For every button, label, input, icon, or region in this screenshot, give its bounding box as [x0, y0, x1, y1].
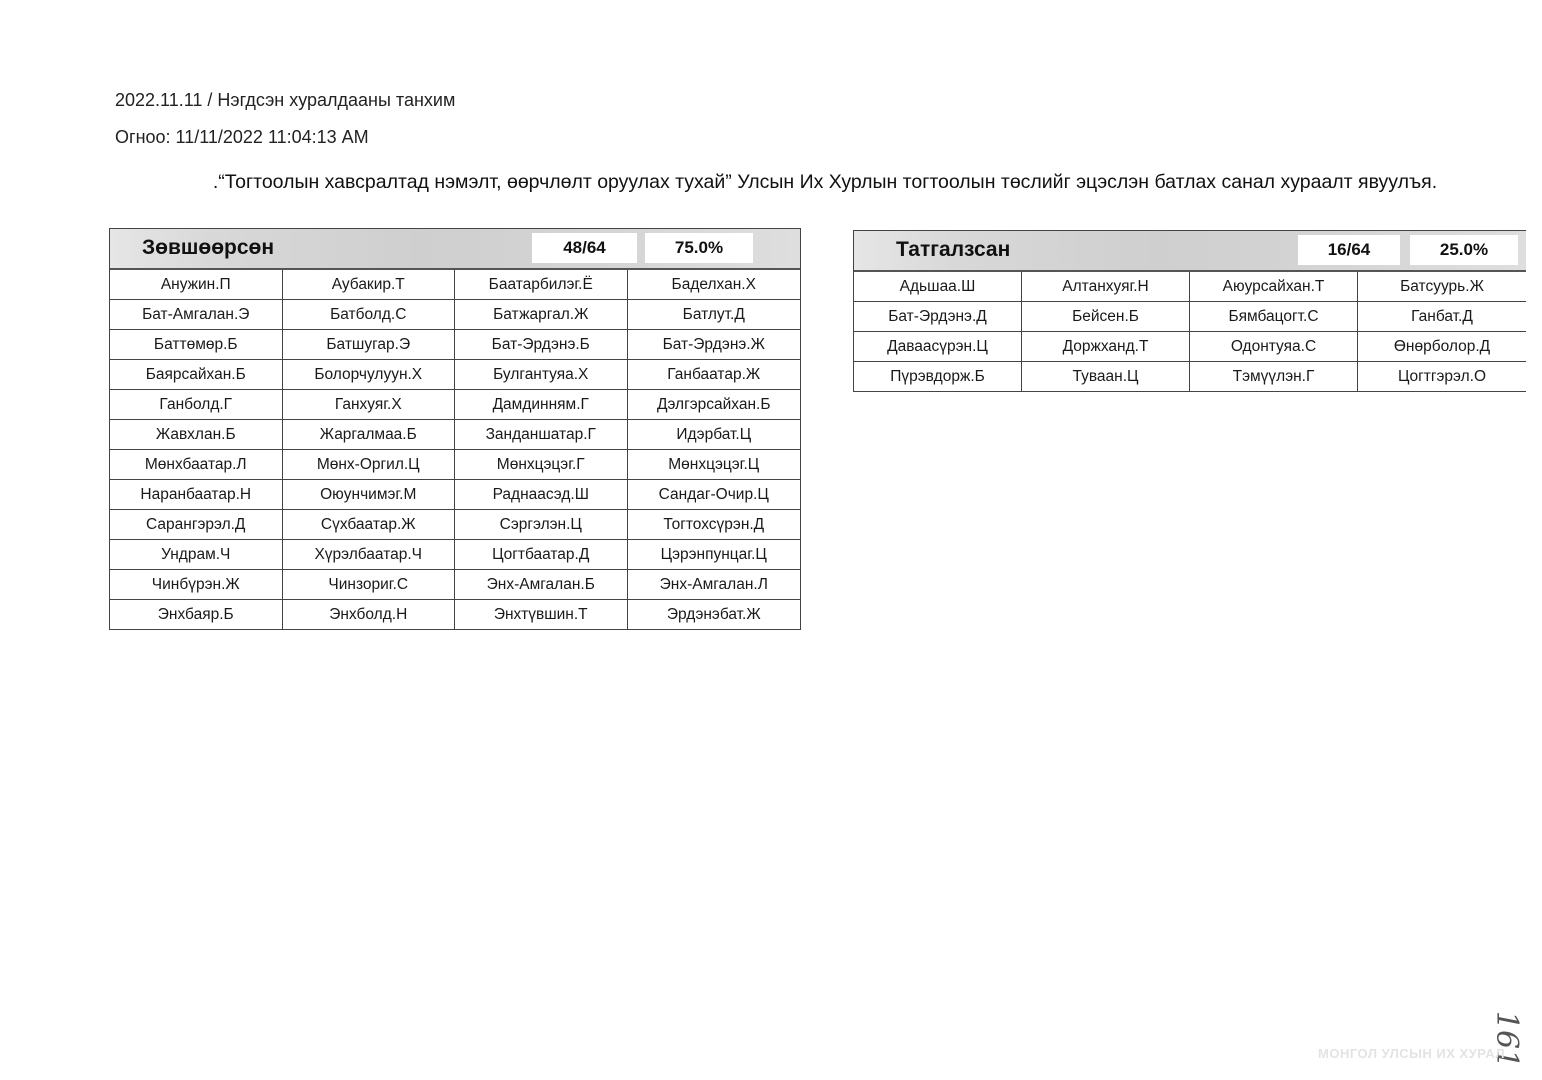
abstain-names-grid [854, 272, 1526, 391]
abstain-percent: 25.0% [1410, 235, 1518, 265]
approve-member-name: Цэрэнпунцаг.Ц [628, 540, 801, 570]
timestamp: Огноо: 11/11/2022 11:04:13 AM [115, 127, 369, 147]
abstain-member-name: Батсуурь.Ж [1358, 272, 1526, 302]
approve-member-name: Болорчулуун.Х [283, 360, 456, 390]
approve-member-name: Бат-Эрдэнэ.Б [455, 330, 628, 360]
approve-percent: 75.0% [645, 233, 753, 263]
approve-member-name: Раднаасэд.Ш [455, 480, 628, 510]
abstain-member-name: Даваасүрэн.Ц [854, 332, 1022, 362]
approve-member-name: Батшугар.Э [283, 330, 456, 360]
handwritten-page-number: 161 [1489, 1010, 1525, 1069]
abstain-member-name: Туваан.Ц [1022, 362, 1190, 391]
approve-member-name: Анужин.П [110, 270, 283, 300]
approve-member-name: Хүрэлбаатар.Ч [283, 540, 456, 570]
approve-member-name: Энхбаяр.Б [110, 600, 283, 629]
abstain-member-name: Пүрэвдорж.Б [854, 362, 1022, 391]
approve-member-name: Сарангэрэл.Д [110, 510, 283, 540]
approve-member-name: Сэргэлэн.Ц [455, 510, 628, 540]
abstain-member-name: Бат-Эрдэнэ.Д [854, 302, 1022, 332]
abstain-member-name: Адьшаа.Ш [854, 272, 1022, 302]
approve-member-name: Аубакир.Т [283, 270, 456, 300]
abstain-member-name: Бямбацогт.С [1190, 302, 1358, 332]
approve-member-name: Цогтбаатар.Д [455, 540, 628, 570]
abstain-member-name: Доржханд.Т [1022, 332, 1190, 362]
approve-member-name: Дамдинням.Г [455, 390, 628, 420]
approve-count: 48/64 [532, 233, 637, 263]
abstain-count: 16/64 [1298, 235, 1400, 265]
approve-member-name: Идэрбат.Ц [628, 420, 801, 450]
approve-member-name: Оюунчимэг.М [283, 480, 456, 510]
approve-member-name: Бат-Эрдэнэ.Ж [628, 330, 801, 360]
approve-member-name: Сүхбаатар.Ж [283, 510, 456, 540]
abstain-table [853, 230, 1526, 392]
approve-member-name: Булгантуяа.Х [455, 360, 628, 390]
approve-member-name: Мөнхбаатар.Л [110, 450, 283, 480]
approve-member-name: Энх-Амгалан.Л [628, 570, 801, 600]
approve-member-name: Наранбаатар.Н [110, 480, 283, 510]
approve-member-name: Энхтүвшин.Т [455, 600, 628, 629]
approve-member-name: Ганхуяг.Х [283, 390, 456, 420]
approve-member-name: Дэлгэрсайхан.Б [628, 390, 801, 420]
approve-member-name: Занданшатар.Г [455, 420, 628, 450]
abstain-member-name: Алтанхуяг.Н [1022, 272, 1190, 302]
approve-table [109, 228, 801, 630]
abstain-member-name: Өнөрболор.Д [1358, 332, 1526, 362]
approve-member-name: Баделхан.Х [628, 270, 801, 300]
approve-member-name: Жаргалмаа.Б [283, 420, 456, 450]
motion-title: .“Тогтоолын хавсралтад нэмэлт, өөрчлөлт оруулах тухай” Улсын Их Хурлын тогтоолын төслийг эцэслэн батлах санал хураалт явуулъя. [212, 171, 1438, 193]
approve-member-name: Мөнхцэцэг.Ц [628, 450, 801, 480]
approve-member-name: Батболд.С [283, 300, 456, 330]
approve-member-name: Ундрам.Ч [110, 540, 283, 570]
approve-member-name: Энх-Амгалан.Б [455, 570, 628, 600]
approve-header [110, 229, 800, 270]
abstain-member-name: Одонтуяа.С [1190, 332, 1358, 362]
approve-member-name: Баярсайхан.Б [110, 360, 283, 390]
approve-member-name: Бат-Амгалан.Э [110, 300, 283, 330]
abstain-member-name: Тэмүүлэн.Г [1190, 362, 1358, 391]
abstain-member-name: Цогтгэрэл.О [1398, 368, 1486, 385]
approve-member-name: Батжаргал.Ж [455, 300, 628, 330]
approve-member-name: Мөнх-Оргил.Ц [283, 450, 456, 480]
approve-member-name: Тогтохсүрэн.Д [628, 510, 801, 540]
approve-label: Зөвшөөрсөн [142, 236, 275, 259]
approve-member-name: Чинбүрэн.Ж [110, 570, 283, 600]
abstain-member-name: Аюурсайхан.Т [1190, 272, 1358, 302]
approve-member-name: Мөнхцэцэг.Г [455, 450, 628, 480]
watermark: МОНГОЛ УЛСЫН ИХ ХУРАЛ [1318, 1046, 1505, 1061]
abstain-member-name: Ганбат.Д [1358, 302, 1526, 332]
approve-member-name: Чинзориг.С [283, 570, 456, 600]
abstain-label: Татгалзсан [896, 238, 1011, 261]
approve-member-name: Ганбаатар.Ж [628, 360, 801, 390]
approve-member-name: Батлут.Д [628, 300, 801, 330]
approve-member-name: Энхболд.Н [283, 600, 456, 629]
approve-member-name: Жавхлан.Б [110, 420, 283, 450]
approve-member-name: Эрдэнэбат.Ж [666, 606, 761, 623]
approve-member-name: Ганболд.Г [110, 390, 283, 420]
approve-member-name: Баттөмөр.Б [110, 330, 283, 360]
approve-member-name: Баатарбилэг.Ё [455, 270, 628, 300]
session-date-location: 2022.11.11 / Нэгдсэн хуралдааны танхим [115, 90, 456, 110]
approve-member-name: Сандаг-Очир.Ц [628, 480, 801, 510]
abstain-header [854, 231, 1526, 272]
approve-names-grid [110, 270, 800, 629]
abstain-member-name: Бейсен.Б [1022, 302, 1190, 332]
